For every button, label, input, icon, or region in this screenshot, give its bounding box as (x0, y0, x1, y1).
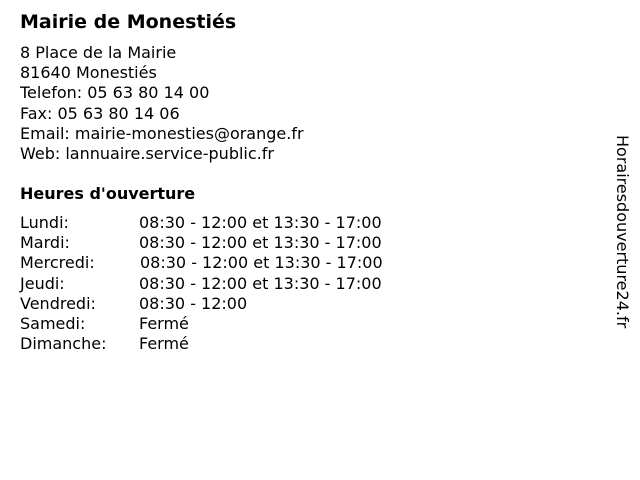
address-street: 8 Place de la Mairie (20, 43, 177, 62)
time-value: 08:30 - 12:00 et 13:30 - 17:00 (139, 273, 382, 293)
time-value: 08:30 - 12:00 et 13:30 - 17:00 (139, 233, 382, 253)
hours-heading: Heures d'ouverture (20, 184, 196, 203)
day-label: Dimanche: (20, 334, 107, 354)
time-value: Fermé (139, 313, 189, 333)
site-watermark-text: Horairesdouverture24.fr (613, 135, 632, 329)
address-city: 81640 Monestiés (20, 63, 157, 83)
email-address: Email: mairie-monesties@orange.fr (20, 123, 304, 143)
phone-number: Telefon: 05 63 80 14 00 (20, 83, 210, 103)
fax-number: Fax: 05 63 80 14 06 (20, 103, 180, 123)
site-watermark (612, 135, 632, 375)
time-value: 08:30 - 12:00 et 13:30 - 17:00 (140, 253, 383, 273)
website: Web: lannuaire.service-public.fr (20, 144, 274, 164)
day-label: Samedi: (20, 313, 86, 333)
day-label: Lundi: (20, 213, 69, 232)
contact-block (20, 43, 304, 164)
time-value: Fermé (139, 334, 189, 354)
time-value: 08:30 - 12:00 (139, 293, 248, 313)
day-label: Mercredi: (20, 253, 95, 273)
day-label: Vendredi: (20, 293, 96, 313)
day-label: Jeudi: (20, 273, 65, 293)
page-title: Mairie de Monestiés (20, 11, 237, 33)
time-value: 08:30 - 12:00 et 13:30 - 17:00 (139, 213, 382, 232)
day-label: Mardi: (20, 233, 70, 253)
